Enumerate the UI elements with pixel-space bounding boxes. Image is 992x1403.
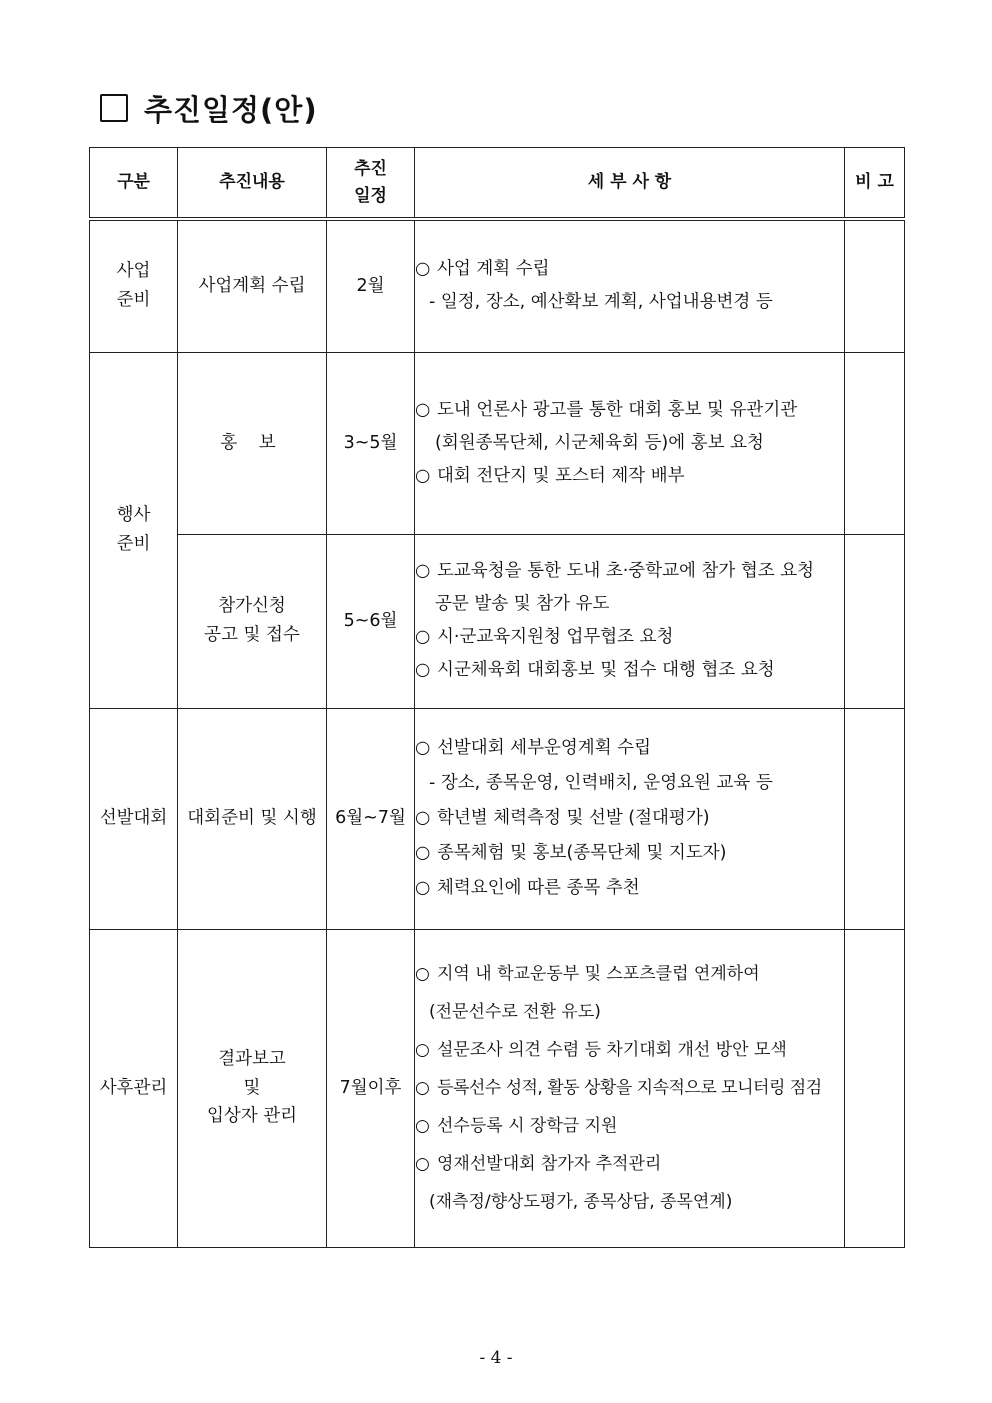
category-cell: 행사 준비 <box>90 352 178 708</box>
header-details: 세 부 사 항 <box>415 148 845 220</box>
remarks-cell <box>845 534 905 708</box>
remarks-cell <box>845 219 905 352</box>
detail-note: (재측정/향상도평가, 종목상담, 종목연계) <box>429 1192 733 1212</box>
schedule-cell: 2월 <box>327 219 415 352</box>
detail-continuation: (회원종목단체, 시군체육회 등)에 홍보 요청 <box>435 432 764 453</box>
detail-item: ○ 도내 언론사 광고를 통한 대회 홍보 및 유관기관 <box>415 399 798 420</box>
checkbox-square-icon <box>100 94 128 122</box>
detail-item: ○ 도교육청을 통한 도내 초·중학교에 참가 협조 요청 <box>415 561 815 581</box>
remarks-cell <box>845 708 905 929</box>
table-row <box>90 219 905 352</box>
detail-item: ○ 대회 전단지 및 포스터 제작 배부 <box>415 465 685 486</box>
header-category: 구분 <box>90 148 178 220</box>
remarks-cell <box>845 352 905 534</box>
detail-item: ○ 지역 내 학교운동부 및 스포츠클럽 연계하여 <box>415 964 760 984</box>
remarks-cell <box>845 929 905 1247</box>
category-cell: 선발대회 <box>90 708 178 929</box>
detail-item: ○ 선발대회 세부운영계획 수립 <box>415 738 651 758</box>
table-row <box>90 534 905 708</box>
detail-item: ○ 시군체육회 대회홍보 및 접수 대행 협조 요청 <box>415 660 775 680</box>
detail-item: ○ 시·군교육지원청 업무협조 요청 <box>415 627 674 647</box>
header-content: 추진내용 <box>178 148 327 220</box>
section-title <box>100 88 318 128</box>
title-text: 추진일정(안) <box>144 92 318 127</box>
detail-item: ○ 학년별 체력측정 및 선발 (절대평가) <box>415 808 710 828</box>
detail-note: (전문선수로 전환 유도) <box>429 1002 601 1022</box>
schedule-cell: 7월이후 <box>327 929 415 1247</box>
content-cell: 결과보고 및 입상자 관리 <box>178 929 327 1247</box>
header-remarks: 비 고 <box>845 148 905 220</box>
table-row <box>90 352 905 534</box>
table-row <box>90 708 905 929</box>
schedule-table <box>89 147 905 1248</box>
details-cell <box>415 219 845 352</box>
detail-subitem: - 장소, 종목운영, 인력배치, 운영요원 교육 등 <box>429 773 773 793</box>
details-cell <box>415 708 845 929</box>
table-header-row <box>90 148 905 220</box>
detail-item: ○ 등록선수 성적, 활동 상황을 지속적으로 모니터링 점검 <box>415 1078 822 1098</box>
detail-item: ○ 종목체험 및 홍보(종목단체 및 지도자) <box>415 843 727 863</box>
detail-item: ○ 사업 계획 수립 <box>415 259 550 280</box>
details-cell <box>415 352 845 534</box>
details-cell <box>415 534 845 708</box>
content-cell: 사업계획 수립 <box>178 219 327 352</box>
content-cell: 홍 보 <box>178 352 327 534</box>
table-row <box>90 929 905 1247</box>
category-cell: 사후관리 <box>90 929 178 1247</box>
schedule-cell: 5~6월 <box>327 534 415 708</box>
content-cell: 참가신청 공고 및 접수 <box>178 534 327 708</box>
page-number: - 4 - <box>479 1348 513 1368</box>
detail-continuation: 공문 발송 및 참가 유도 <box>435 594 610 614</box>
content-cell: 대회준비 및 시행 <box>178 708 327 929</box>
detail-item: ○ 체력요인에 따른 종목 추천 <box>415 878 640 898</box>
detail-item: ○ 영재선발대회 참가자 추적관리 <box>415 1154 662 1174</box>
details-cell <box>415 929 845 1247</box>
detail-item: ○ 설문조사 의견 수렴 등 차기대회 개선 방안 모색 <box>415 1040 787 1060</box>
detail-subitem: - 일정, 장소, 예산확보 계획, 사업내용변경 등 <box>429 292 773 313</box>
schedule-cell: 3~5월 <box>327 352 415 534</box>
category-cell: 사업 준비 <box>90 219 178 352</box>
schedule-cell: 6월~7월 <box>327 708 415 929</box>
header-schedule: 추진 일정 <box>327 148 415 220</box>
detail-item: ○ 선수등록 시 장학금 지원 <box>415 1116 618 1136</box>
